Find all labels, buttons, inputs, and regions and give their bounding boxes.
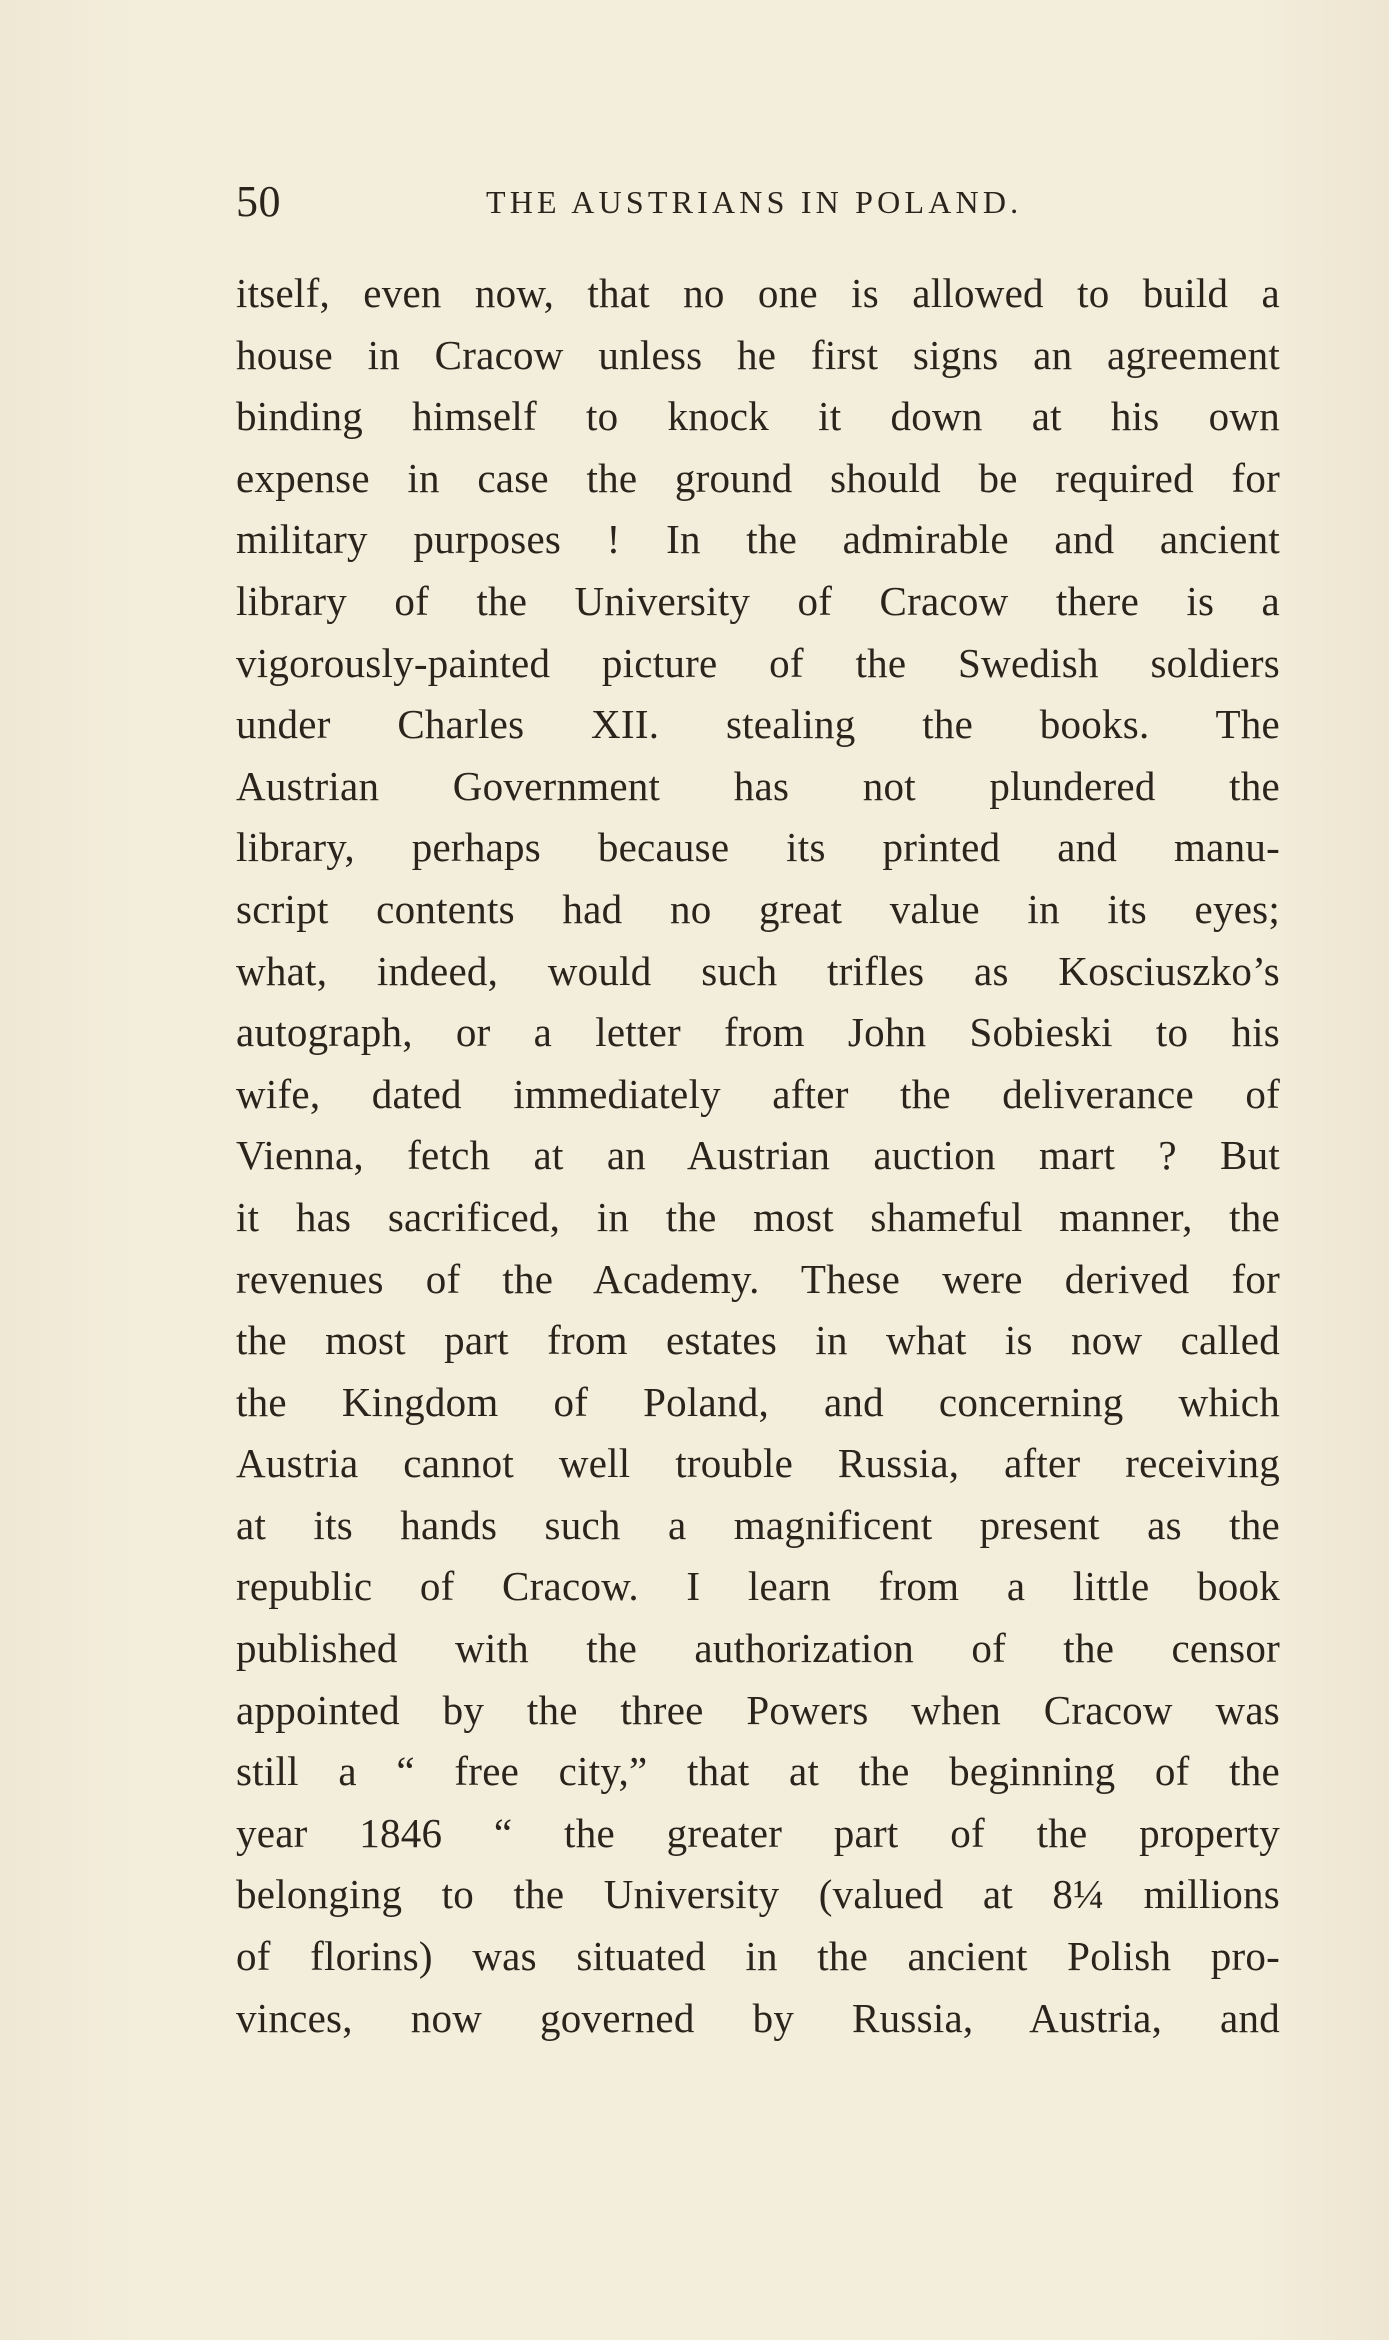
body-line: Austria cannot well trouble Russia, after receiving	[236, 1440, 1280, 1487]
body-line: vinces, now governed by Russia, Austria, and	[236, 1994, 1280, 2041]
body-line: appointed by the three Powers when Cracow was	[236, 1686, 1280, 1733]
body-line: year 1846 “ the greater part of the property	[236, 1809, 1280, 1856]
body-line: itself, even now, that no one is allowed to build a	[236, 270, 1280, 316]
body-line: published with the authorization of the censor	[236, 1625, 1280, 1672]
body-line: binding himself to knock it down at his own	[236, 393, 1280, 440]
body-line: belonging to the University (valued at 8¼ millions	[236, 1871, 1280, 1918]
body-line: script contents had no great value in its eyes;	[236, 885, 1280, 932]
body-line: the Kingdom of Poland, and concerning which	[236, 1378, 1280, 1425]
body-line: military purposes ! In the admirable and ancient	[236, 516, 1280, 563]
body-line: autograph, or a letter from John Sobieski to his	[236, 1009, 1280, 1056]
body-line: republic of Cracow. I learn from a little book	[236, 1563, 1280, 1610]
running-head: THE AUSTRIANS IN POLAND.	[486, 184, 1023, 220]
body-line: wife, dated immediately after the deliverance of	[236, 1070, 1280, 1117]
body-line: of florins) was situated in the ancient Polish pro-	[236, 1933, 1280, 1980]
body-line: vigorously-painted picture of the Swedish soldiers	[236, 639, 1280, 686]
body-line: the most part from estates in what is now called	[236, 1317, 1280, 1364]
body-line: expense in case the ground should be required for	[236, 454, 1280, 501]
body-line: library of the University of Cracow there is a	[236, 577, 1280, 624]
body-line: Austrian Government has not plundered the	[236, 762, 1280, 809]
body-line: under Charles XII. stealing the books. The	[236, 701, 1280, 748]
body-line: Vienna, fetch at an Austrian auction mart ? But	[236, 1132, 1280, 1179]
body-text	[236, 263, 1280, 2049]
body-line: still a “ free city,” that at the beginning of the	[236, 1748, 1280, 1795]
page-number: 50	[236, 177, 281, 226]
body-line: revenues of the Academy. These were derived for	[236, 1255, 1280, 1302]
body-line: at its hands such a magnificent present as the	[236, 1501, 1280, 1548]
body-line: house in Cracow unless he first signs an agreement	[236, 331, 1280, 378]
body-line: it has sacrificed, in the most shameful manner, the	[236, 1193, 1280, 1240]
body-line: library, perhaps because its printed and manu-	[236, 824, 1280, 871]
page-header	[236, 172, 1263, 232]
body-line: what, indeed, would such trifles as Kosciuszko’s	[236, 947, 1280, 994]
